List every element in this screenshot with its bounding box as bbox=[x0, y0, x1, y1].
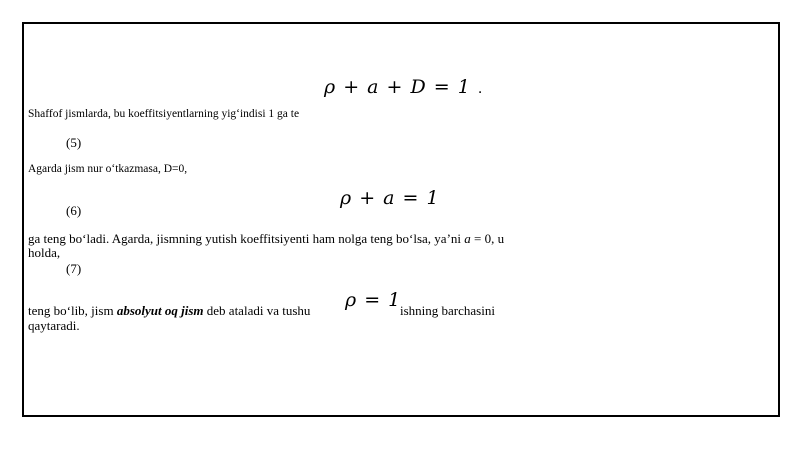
equation-number-5: (5) bbox=[66, 135, 82, 150]
equation-number-7: (7) bbox=[66, 261, 82, 276]
text-segment: teng bo‘lib, jism bbox=[28, 303, 117, 318]
formula-reflection-one: ρ = 1 bbox=[345, 289, 402, 311]
equation-number-6: (6) bbox=[66, 203, 82, 218]
text-line-opaque-body: Agarda jism nur o‘tkazmasa, D=0, bbox=[28, 163, 188, 175]
formula-reflection-absorption: ρ + a = 1 bbox=[340, 187, 440, 209]
text-line-absolute-white-body bbox=[28, 303, 310, 319]
text-segment: = 0, u bbox=[470, 231, 505, 246]
text-segment: deb ataladi va tushu bbox=[203, 303, 311, 318]
text-segment: ga teng bo‘ladi. Agarda, jismning yutish koeffitsiyenti ham nolga teng bo‘lsa, ya’ni bbox=[28, 231, 465, 246]
text-line-transparent-bodies: Shaffof jismlarda, bu koeffitsiyentlarning yig‘indisi 1 ga te bbox=[28, 108, 300, 120]
variable-a: a bbox=[464, 231, 471, 246]
text-line-absorption-zero bbox=[28, 231, 504, 247]
formula-text: ρ + a + D = 1 bbox=[324, 76, 471, 98]
text-line-reflects: qaytaradi. bbox=[28, 318, 80, 333]
text-line-continuation: ishning barchasini bbox=[400, 303, 495, 318]
text-line-holda: holda, bbox=[28, 245, 61, 260]
formula-period: . bbox=[477, 81, 484, 97]
term-absolute-white-body: absolyut oq jism bbox=[116, 303, 204, 318]
formula-reflection-absorption-transmission bbox=[324, 76, 483, 98]
